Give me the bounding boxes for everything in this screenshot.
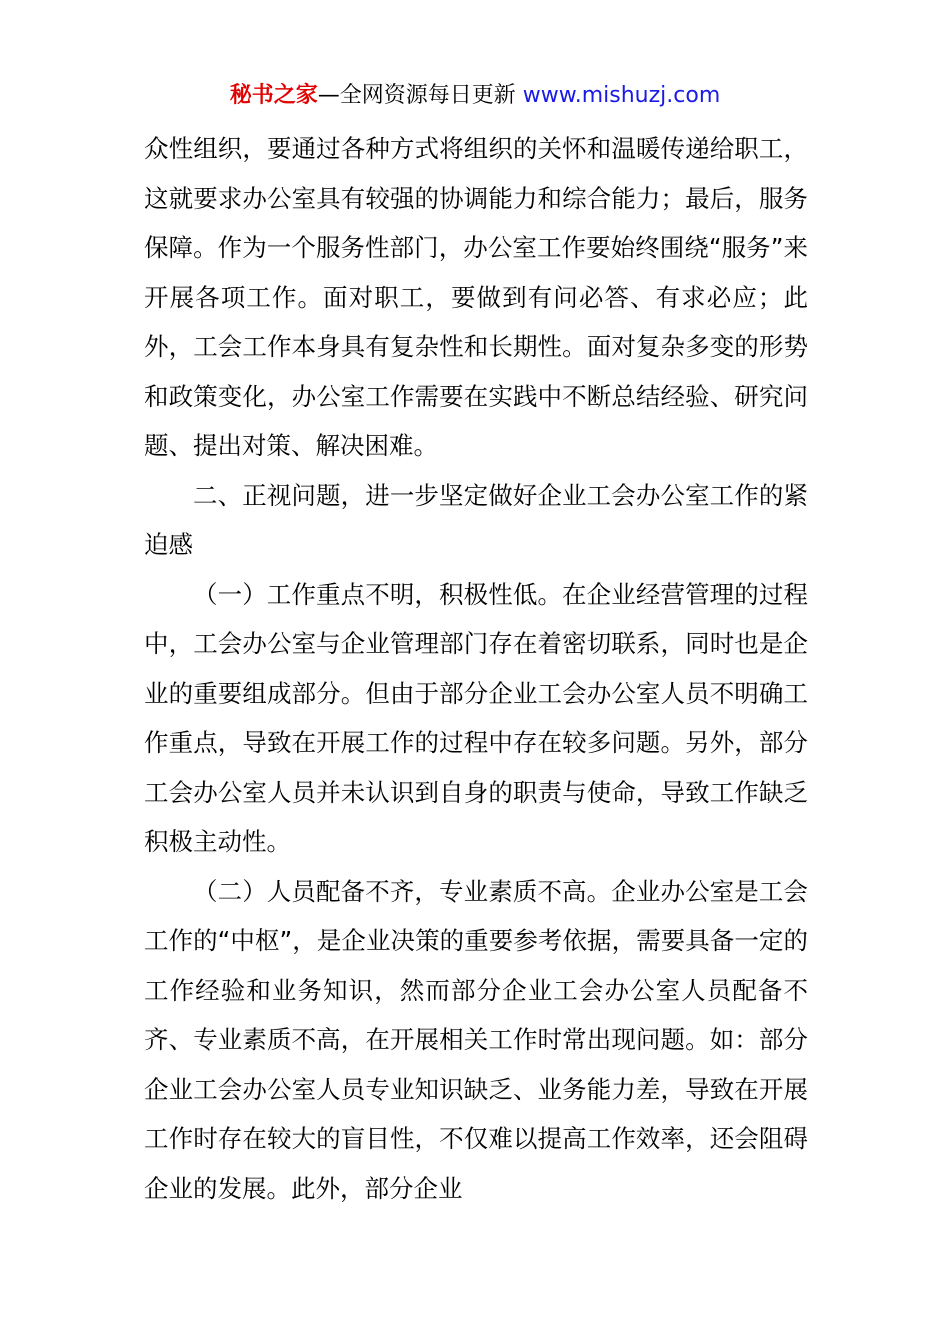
website-link[interactable]: www.mishuzj.com [522, 83, 721, 108]
document-body [144, 124, 808, 1213]
paragraph-continued: 众性组织，要通过各种方式将组织的关怀和温暖传递给职工，这就要求办公室具有较强的协调能力和综合能力；最后，服务保障。作为一个服务性部门，办公室工作要始终围绕“服务”来开展各项工作。面对职工，要做到有问必答、有求必应；此外，工会工作本身具有复杂性和长期性。面对复杂多变的形势和政策变化，办公室工作需要在实践中不断总结经验、研究问题、提出对策、解决困难。 [144, 134, 808, 460]
page-header [0, 78, 950, 114]
header-tagline: —全网资源每日更新 [317, 83, 523, 108]
brand-name: 秘书之家 [229, 83, 318, 108]
paragraph-point-one: （一）工作重点不明，积极性低。在企业经营管理的过程中，工会办公室与企业管理部门存在着密切联系，同时也是企业的重要组成部分。但由于部分企业工会办公室人员不明确工作重点，导致在开展工作的过程中存在较多问题。另外，部分工会办公室人员并未认识到自身的职责与使命，导致工作缺乏积极主动性。 [144, 579, 808, 856]
section-heading: 二、正视问题，进一步坚定做好企业工会办公室工作的紧迫感 [144, 480, 808, 559]
paragraph-point-two: （二）人员配备不齐，专业素质不高。企业办公室是工会工作的“中枢”，是企业决策的重要参考依据，需要具备一定的工作经验和业务知识，然而部分企业工会办公室人员配备不齐、专业素质不高，在开展相关工作时常出现问题。如：部分企业工会办公室人员专业知识缺乏、业务能力差，导致在开展工作时存在较大的盲目性，不仅难以提高工作效率，还会阻碍企业的发展。此外，部分企业 [144, 876, 808, 1203]
